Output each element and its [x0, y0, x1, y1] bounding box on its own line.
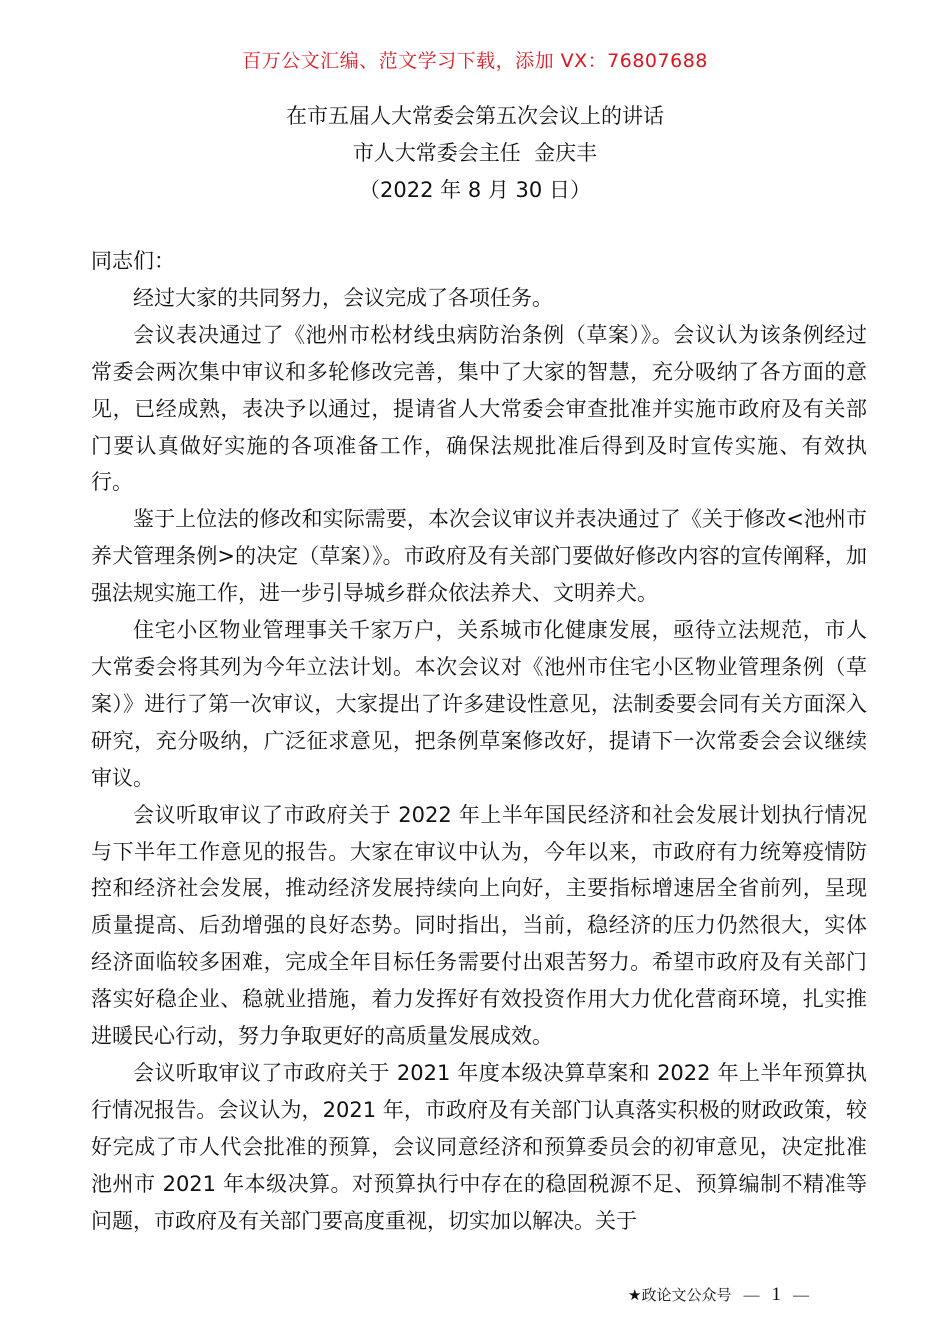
paragraph: 经过大家的共同努力，会议完成了各项任务。	[133, 285, 553, 310]
paragraph: 会议听取审议了市政府关于 2022 年上半年国民经济和社会发展计划执行情况与下半年工作意见的报告。大家在审议中认为，今年以来，市政府有力统筹疫情防控和经济社会发展，推动经济发展持续向上向好，主要指标增速居全省前列，呈现质量提高、后劲增强的良好态势。同时指出，当前，稳经济的压力仍然很大，实体经济面临较多困难，完成全年目标任务需要付出艰苦努力。希望市政府及有关部门落实好稳企业、稳就业措施，着力发挥好有效投资作用大力优化营商环境，扎实推进暖民心行动，努力争取更好的高质量发展成效。	[91, 802, 867, 1049]
speech-body	[91, 243, 867, 1239]
speech-title: 在市五届人大常委会第五次会议上的讲话	[286, 104, 664, 128]
paragraph: 住宅小区物业管理事关千家万户，关系城市化健康发展，亟待立法规范，市人大常委会将其列为今年立法计划。本次会议对《池州市住宅小区物业管理条例（草案）》进行了第一次审议，大家提出了许多建设性意见，法制委要会同有关方面深入研究，充分吸纳，广泛征求意见，把条例草案修改好，提请下一次常委会会议继续审议。	[91, 618, 867, 790]
page-number: 1	[771, 1284, 781, 1305]
document-title-block	[0, 98, 950, 209]
paragraph: 鉴于上位法的修改和实际需要，本次会议审议并表决通过了《关于修改<池州市养犬管理条例>的决定（草案）》。市政府及有关部门要做好修改内容的宣传阐释，加强法规实施工作，进一步引导城乡群众依法养犬、文明养犬。	[91, 507, 867, 606]
speaker-line: 市人大常委会主任 金庆丰	[352, 141, 598, 165]
speech-date: （2022 年 8 月 30 日）	[359, 178, 591, 202]
download-banner: 百万公文汇编、范文学习下载，添加 VX：76807688	[242, 50, 708, 72]
dash-right: —	[792, 1287, 809, 1304]
salutation: 同志们：	[91, 249, 175, 273]
page-footer	[628, 1284, 817, 1306]
paragraph: 会议表决通过了《池州市松材线虫病防治条例（草案）》。会议认为该条例经过常委会两次集中审议和多轮修改完善，集中了大家的智慧，充分吸纳了各方面的意见，已经成熟，表决予以通过，提请省人大常委会审查批准并实施市政府及有关部门要认真做好实施的各项准备工作，确保法规批准后得到及时宣传实施、有效执行。	[91, 322, 867, 495]
source-label: ★政论文公众号	[628, 1286, 732, 1304]
paragraph: 会议听取审议了市政府关于 2021 年度本级决算草案和 2022 年上半年预算执行情况报告。会议认为，2021 年，市政府及有关部门认真落实积极的财政政策，较好完成了市人代会批准的预算，会议同意经济和预算委员会的初审意见，决定批准池州市 2021 年本级决算。对预算执行中存在的稳固税源不足、预算编制不精准等问题，市政府及有关部门要高度重视，切实加以解决。关于	[91, 1060, 867, 1233]
dash-left: —	[743, 1287, 760, 1304]
